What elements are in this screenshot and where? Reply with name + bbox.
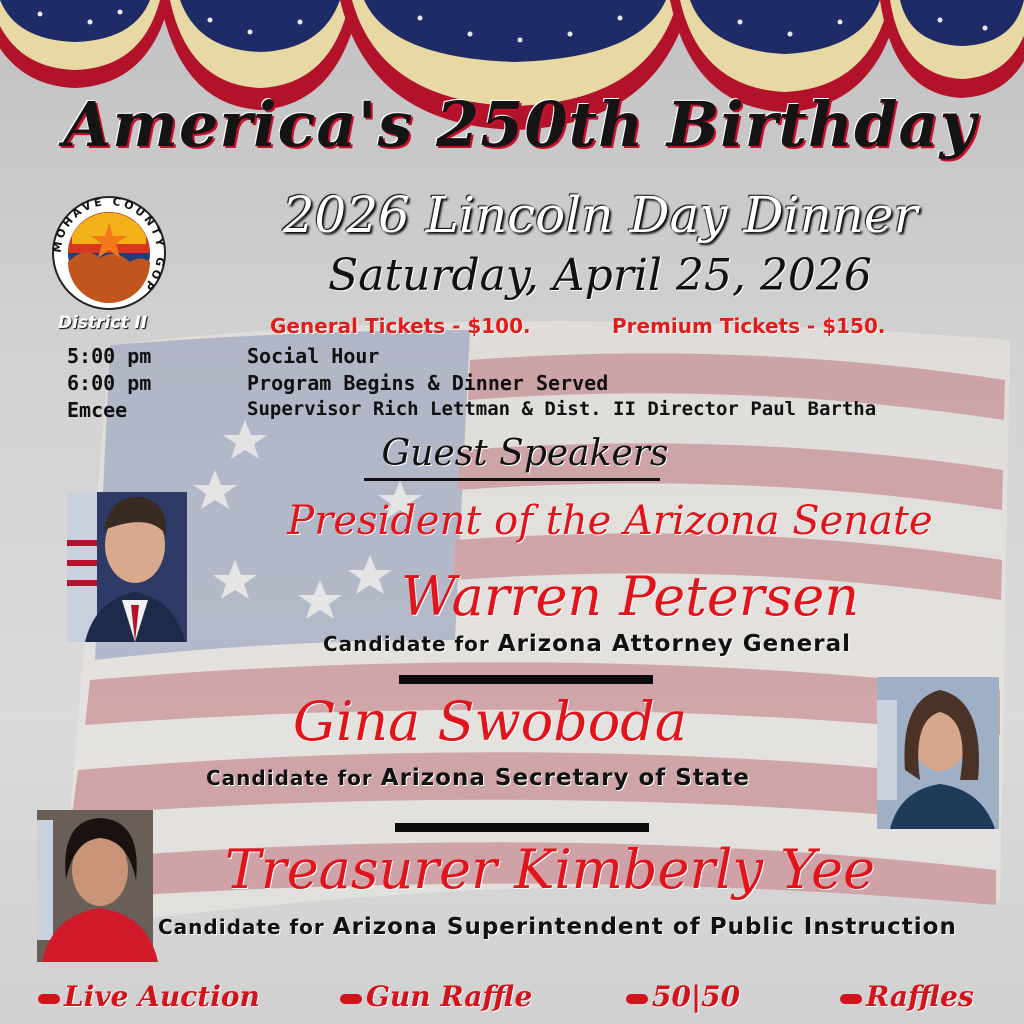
bullet-icon <box>840 994 862 1004</box>
bullet-icon <box>626 994 648 1004</box>
divider-bar-1 <box>399 675 653 684</box>
schedule-item-1: Social Hour <box>247 344 380 368</box>
footer-gun-raffle: Gun Raffle <box>340 980 532 1013</box>
gop-logo-text-ring <box>53 197 165 309</box>
schedule-time-1: 5:00 pm <box>67 344 152 368</box>
general-tickets-price: General Tickets - $100. <box>270 314 531 338</box>
event-subtitle: 2026 Lincoln Day Dinner <box>282 186 918 244</box>
speaker-1-candidacy: Candidate for Arizona Attorney General <box>323 631 851 657</box>
speaker-1-title: President of the Arizona Senate <box>287 498 933 544</box>
photo-kimberly-yee <box>37 810 158 962</box>
speaker-3-candidacy: Candidate for Arizona Superintendent of Public Instruction <box>158 914 957 940</box>
divider-bar-2 <box>395 823 649 832</box>
footer-live-auction: Live Auction <box>38 980 260 1013</box>
event-date: Saturday, April 25, 2026 <box>328 250 872 301</box>
guest-speakers-underline <box>364 478 660 481</box>
svg-text:MOHAVE COUNTY GOP: OHAVE COUNT OP <box>53 197 165 295</box>
schedule-emcee-names: Supervisor Rich Lettman & Dist. II Director Paul Bartha <box>247 398 877 420</box>
premium-tickets-price: Premium Tickets - $150. <box>612 314 886 338</box>
bullet-icon <box>38 994 60 1004</box>
guest-speakers-heading: Guest Speakers <box>381 433 669 474</box>
bullet-icon <box>340 994 362 1004</box>
photo-warren-petersen <box>67 492 187 642</box>
speaker-2-candidacy: Candidate for Arizona Secretary of State <box>206 765 750 791</box>
speaker-3-name: Treasurer Kimberly Yee <box>224 838 876 901</box>
district-label: District II <box>58 313 148 333</box>
event-title: America's 250th Birthday <box>63 88 977 161</box>
footer-raffles: Raffles <box>840 980 974 1013</box>
photo-gina-swoboda <box>877 677 999 829</box>
schedule-time-2: 6:00 pm <box>67 371 152 395</box>
footer-50-50: 50|50 <box>626 980 740 1013</box>
speaker-2-name: Gina Swoboda <box>292 690 688 753</box>
speaker-1-name: Warren Petersen <box>400 565 860 628</box>
schedule-emcee-label: Emcee <box>67 398 128 422</box>
schedule-item-2: Program Begins & Dinner Served <box>247 371 609 395</box>
